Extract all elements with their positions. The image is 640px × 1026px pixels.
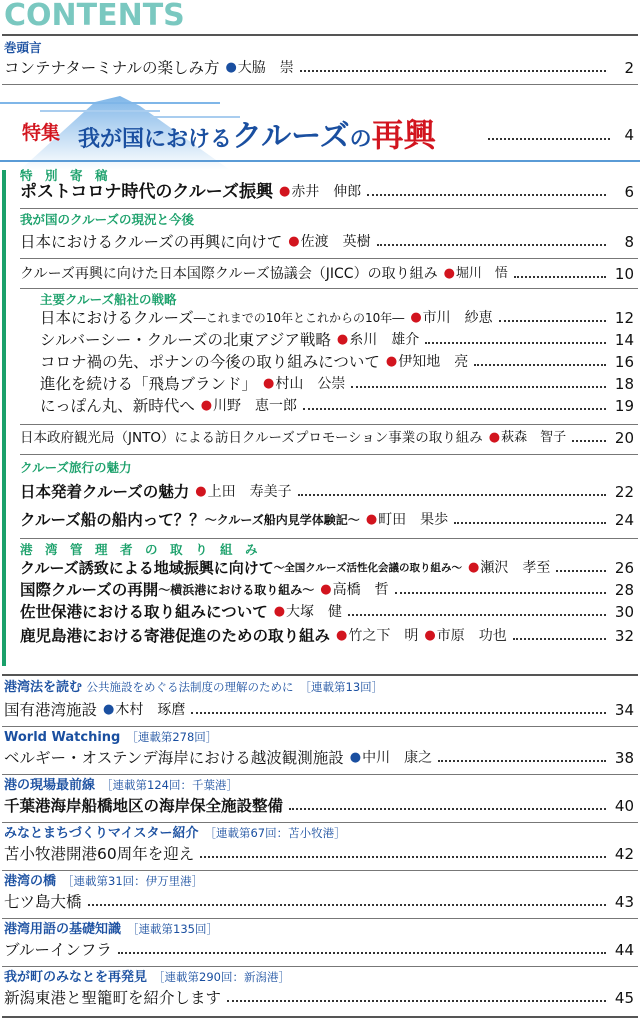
- bullet-icon: ●: [488, 430, 501, 445]
- toc-entry[interactable]: [20, 558, 634, 578]
- bullet-icon: ●: [320, 582, 332, 597]
- serial-number: ［連載第13回］: [299, 680, 384, 694]
- divider: [2, 822, 638, 823]
- leader-dots: [227, 1000, 606, 1002]
- entry-title: コロナ禍の先、ポナンの今後の取り組みについて: [40, 353, 380, 371]
- entry-author: 赤井 伸郎: [291, 184, 362, 200]
- bullet-icon: ●: [273, 604, 286, 619]
- serial-number: ［連載第135回］: [127, 922, 218, 936]
- entry-title: シルバーシー・クルーズの北東アジア戦略: [40, 331, 331, 349]
- entry-page: 44: [614, 941, 634, 959]
- serial-subtitle: 公共施設をめぐる法制度の理解のために: [86, 680, 294, 694]
- entry-subtitle: ～横浜港における取り組み～: [158, 583, 315, 597]
- entry-title: クルーズ誘致による地域振興に向けて: [20, 559, 274, 577]
- bullet-icon: ●: [225, 60, 237, 75]
- entry-title: にっぽん丸、新時代へ: [40, 397, 195, 415]
- serial-number: ［連載第278回］: [126, 730, 218, 744]
- feature-side-bar: [2, 170, 6, 666]
- bullet-icon: ●: [349, 750, 362, 765]
- toc-entry[interactable]: [20, 510, 634, 530]
- entry-page: 22: [614, 483, 634, 501]
- leader-dots: [351, 386, 606, 388]
- entry-title: 佐世保港における取り組みについて: [20, 603, 268, 621]
- lines-label: 主要クルーズ船社の戦略: [40, 292, 177, 307]
- feature-title-a: 我が国における: [78, 127, 233, 152]
- entry-title: 七ツ島大橋: [4, 893, 82, 911]
- divider: [2, 966, 638, 967]
- entry-author: 木村 琢麿: [115, 702, 186, 718]
- entry-page: 8: [624, 233, 634, 251]
- entry-page: 20: [614, 429, 634, 447]
- entry-author: 佐渡 英樹: [300, 234, 371, 250]
- entry-subtitle: ～全国クルーズ活性化会議の取り組み～: [273, 562, 462, 574]
- entry-title: ポストコロナ時代のクルーズ振興: [20, 182, 273, 202]
- serial-name: 我が町のみなとを再発見: [4, 970, 148, 985]
- entry-author: 伊知地 亮: [398, 354, 469, 370]
- feature-title[interactable]: [78, 110, 436, 156]
- leader-dots: [367, 194, 606, 196]
- toc-entry[interactable]: [40, 374, 634, 394]
- toc-entry[interactable]: [4, 940, 634, 960]
- serial-label: [4, 680, 383, 695]
- entry-page: 10: [614, 265, 634, 283]
- toc-entry[interactable]: [20, 428, 634, 448]
- charm-label: クルーズ旅行の魅力: [20, 460, 132, 475]
- toc-entry[interactable]: [40, 308, 634, 328]
- feature-page: 4: [624, 126, 634, 144]
- entry-page: 24: [614, 511, 634, 529]
- leader-dots: [572, 440, 606, 442]
- entry-page: 6: [624, 183, 634, 201]
- entry-author: 竹之下 明: [348, 628, 419, 644]
- leader-dots: [454, 522, 606, 524]
- entry-subtitle: ～クルーズ船内見学体験記～: [204, 513, 360, 527]
- divider: [2, 726, 638, 727]
- divider: [2, 870, 638, 871]
- leader-dots: [303, 408, 606, 410]
- entry-author: 村山 公崇: [275, 376, 346, 392]
- entry-title: クルーズ再興に向けた日本国際クルーズ協議会（JICC）の取り組み: [20, 266, 438, 282]
- entry-title: 苫小牧港開港60周年を迎え: [4, 845, 195, 863]
- bullet-icon: ●: [200, 398, 213, 413]
- leader-dots: [488, 138, 610, 140]
- divider: [2, 774, 638, 775]
- leader-dots: [395, 592, 606, 594]
- leader-dots: [556, 570, 606, 572]
- serial-number: ［連載第290回：新潟港］: [153, 970, 290, 984]
- feature-title-c: の: [349, 127, 372, 152]
- entry-page: 16: [614, 353, 634, 371]
- leader-dots: [289, 808, 606, 810]
- entry-title: 千葉港海岸船橋地区の海岸保全施設整備: [4, 797, 284, 815]
- entry-author: 瀬沢 孝至: [480, 560, 551, 576]
- bullet-icon: ●: [410, 310, 422, 325]
- divider: [2, 34, 638, 36]
- serial-label: [4, 970, 290, 985]
- bullet-icon: ●: [467, 560, 480, 575]
- entry-author: 糸川 雄介: [349, 332, 420, 348]
- toc-entry[interactable]: [20, 232, 634, 252]
- toc-entry[interactable]: [40, 330, 634, 350]
- entry-title: 新潟東港と聖籠町を紹介します: [4, 989, 222, 1007]
- toc-entry[interactable]: [20, 482, 634, 502]
- entry-title: 国有港湾施設: [4, 701, 98, 719]
- divider: [20, 288, 638, 289]
- serial-label: [4, 922, 218, 937]
- serial-name: みなとまちづくりマイスター紹介: [4, 826, 199, 841]
- bullet-icon: ●: [288, 234, 300, 249]
- bullet-icon: ●: [278, 184, 291, 199]
- entry-author: 川野 恵一郎: [213, 398, 298, 414]
- entry-title: コンテナターミナルの楽しみ方: [4, 59, 220, 77]
- status-label: 我が国のクルーズの現況と今後: [20, 212, 195, 227]
- entry-author: 大塚 健: [286, 604, 343, 620]
- feature-title-d: 再興: [371, 116, 436, 154]
- serial-name: 港湾法を読む: [4, 680, 83, 695]
- entry-title: 日本発着クルーズの魅力: [20, 483, 190, 501]
- divider: [2, 84, 638, 85]
- entry-page: 2: [624, 59, 634, 77]
- entry-page: 43: [614, 893, 634, 911]
- port-mgr-label: 港 湾 管 理 者 の 取 り 組 み: [20, 542, 258, 557]
- leader-dots: [118, 952, 606, 954]
- serial-name: 港湾用語の基礎知識: [4, 922, 122, 937]
- entry-title: 日本政府観光局（JNTO）による訪日クルーズプロモーション事業の取り組み: [20, 430, 483, 446]
- bullet-icon: ●: [336, 332, 349, 347]
- entry-page: 30: [614, 603, 634, 621]
- entry-page: 28: [614, 581, 634, 599]
- entry-page: 42: [614, 845, 634, 863]
- entry-author: 堀川 悟: [455, 266, 508, 281]
- entry-author: 大脇 崇: [237, 60, 294, 76]
- toc-entry[interactable]: [20, 602, 634, 622]
- entry-author: 中川 康之: [362, 750, 433, 766]
- entry-page: 14: [614, 331, 634, 349]
- leader-dots: [377, 244, 606, 246]
- entry-subtitle: ―これまでの10年とこれからの10年―: [193, 311, 405, 325]
- toc-entry[interactable]: [4, 988, 634, 1008]
- entry-title: クルーズ船の船内って？？: [20, 511, 205, 529]
- bullet-icon: ●: [263, 376, 275, 391]
- entry-title: ブルーインフラ: [4, 941, 112, 959]
- divider: [2, 674, 638, 676]
- entry-author: 市原 功也: [436, 628, 507, 644]
- entry-page: 40: [614, 797, 634, 815]
- leader-dots: [438, 760, 606, 762]
- leader-dots: [425, 342, 606, 344]
- serial-label: [4, 874, 203, 889]
- leader-dots: [300, 70, 606, 72]
- serial-label: [4, 730, 217, 745]
- entry-page: 26: [614, 559, 634, 577]
- divider: [2, 918, 638, 919]
- divider: [20, 208, 638, 209]
- leader-dots: [298, 494, 606, 496]
- bullet-icon: ●: [385, 354, 398, 369]
- divider: [2, 1016, 638, 1018]
- leader-dots: [348, 614, 606, 616]
- divider: [20, 258, 638, 259]
- toc-entry[interactable]: [20, 580, 634, 600]
- leader-dots: [474, 364, 606, 366]
- leader-dots: [513, 638, 606, 640]
- divider: [20, 538, 638, 539]
- serial-name: 港の現場最前線: [4, 778, 96, 793]
- serial-label: [4, 778, 238, 793]
- bullet-icon: ●: [424, 628, 436, 643]
- toc-entry[interactable]: [40, 352, 634, 372]
- feature-title-b: クルーズ: [232, 119, 350, 154]
- toc-entry[interactable]: [20, 626, 634, 646]
- toc-entry[interactable]: [4, 748, 634, 768]
- bullet-icon: ●: [443, 266, 455, 281]
- serial-number: ［連載第67回：苫小牧港］: [204, 826, 346, 840]
- serial-number: ［連載第124回：千葉港］: [101, 778, 238, 792]
- entry-page: 18: [614, 375, 634, 393]
- entry-title: 日本におけるクルーズの再興に向けて: [20, 233, 283, 251]
- divider: [20, 454, 638, 455]
- leader-dots: [499, 320, 606, 322]
- toc-entry[interactable]: [4, 700, 634, 720]
- special-label: 特 別 寄 稿: [20, 168, 108, 183]
- entry-author: 市川 紗恵: [422, 310, 493, 326]
- bullet-icon: ●: [365, 512, 378, 527]
- entry-page: 12: [614, 309, 634, 327]
- entry-title: 鹿児島港における寄港促進のための取り組み: [20, 627, 331, 645]
- serial-name: 港湾の橋: [4, 874, 57, 889]
- feature-label: 特集: [22, 122, 61, 144]
- leader-dots: [200, 856, 606, 858]
- entry-page: 19: [614, 397, 634, 415]
- entry-page: 45: [614, 989, 634, 1007]
- entry-title: ベルギー・オステンデ海岸における越波観測施設: [4, 749, 344, 767]
- divider: [20, 424, 638, 425]
- bullet-icon: ●: [336, 628, 348, 643]
- entry-title: 日本におけるクルーズ: [40, 309, 194, 327]
- bullet-icon: ●: [195, 484, 207, 499]
- serial-name: World Watching: [4, 730, 121, 745]
- entry-page: 32: [614, 627, 634, 645]
- toc-entry[interactable]: [20, 182, 634, 202]
- leader-dots: [88, 904, 606, 906]
- leader-dots: [191, 712, 606, 714]
- serial-number: ［連載第31回：伊万里港］: [62, 874, 204, 888]
- entry-page: 38: [614, 749, 634, 767]
- toc-entry[interactable]: [4, 58, 634, 78]
- entry-title: 国際クルーズの再開: [20, 581, 159, 599]
- page-title: CONTENTS: [4, 0, 185, 33]
- toc-entry[interactable]: [20, 264, 634, 284]
- toc-entry[interactable]: [40, 396, 634, 416]
- toc-entry[interactable]: [4, 844, 634, 864]
- entry-author: 高橋 哲: [332, 582, 389, 598]
- entry-title: 進化を続ける「飛鳥ブランド」: [40, 375, 258, 393]
- entry-author: 上田 寿美子: [207, 484, 292, 500]
- toc-entry[interactable]: [4, 892, 634, 912]
- entry-page: 34: [614, 701, 634, 719]
- entry-author: 萩森 智子: [501, 430, 567, 445]
- leader-dots: [514, 276, 606, 278]
- opening-label: 巻頭言: [4, 40, 42, 55]
- bullet-icon: ●: [103, 702, 115, 717]
- entry-author: 町田 果歩: [378, 512, 449, 528]
- serial-label: [4, 826, 346, 841]
- toc-entry[interactable]: [4, 796, 634, 816]
